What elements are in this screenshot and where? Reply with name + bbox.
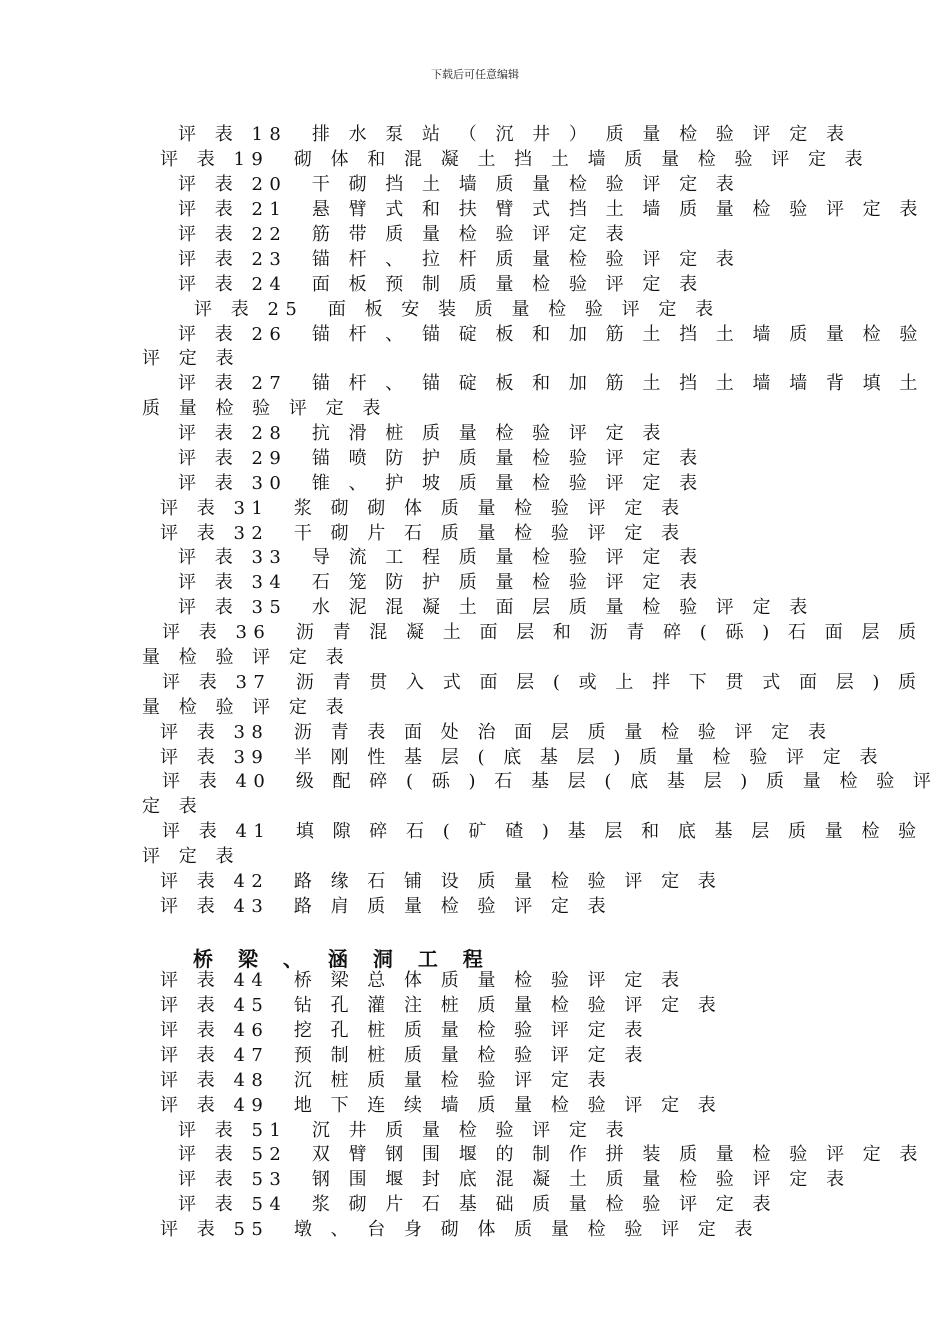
list-line: 评 表 45 钻 孔 灌 注 桩 质 量 检 验 评 定 表	[160, 995, 723, 1016]
list-line: 评 表 22 筋 带 质 量 检 验 评 定 表	[178, 224, 631, 245]
list-line: 评 表 55 墩 、 台 身 砌 体 质 量 检 验 评 定 表	[160, 1219, 760, 1240]
list-line: 评 表 38 沥 青 表 面 处 治 面 层 质 量 检 验 评 定 表	[160, 722, 833, 743]
list-line: 评 表 41 填 隙 碎 石 ( 矿 碴 ) 基 层 和 底 基 层 质 量 检 验	[162, 821, 923, 842]
list-line: 评 表 47 预 制 桩 质 量 检 验 评 定 表	[160, 1045, 649, 1066]
list-line: 评 表 29 锚 喷 防 护 质 量 检 验 评 定 表	[178, 448, 704, 469]
list-line: 评 表 23 锚 杆 、 拉 杆 质 量 检 验 评 定 表	[178, 249, 741, 270]
list-line: 评 表 33 导 流 工 程 质 量 检 验 评 定 表	[178, 547, 704, 568]
list-line: 定 表	[142, 796, 204, 817]
list-line: 评 定 表	[142, 846, 240, 867]
list-line: 评 表 20 干 砌 挡 土 墙 质 量 检 验 评 定 表	[178, 174, 741, 195]
section-heading: 桥 梁 、 涵 洞 工 程	[193, 947, 492, 971]
list-line: 评 表 52 双 臂 钢 围 堰 的 制 作 拼 装 质 量 检 验 评 定 表	[178, 1144, 924, 1165]
list-line: 评 表 30 锥 、 护 坡 质 量 检 验 评 定 表	[178, 473, 704, 494]
list-line: 评 表 54 浆 砌 片 石 基 础 质 量 检 验 评 定 表	[178, 1194, 778, 1215]
list-line: 量 检 验 评 定 表	[142, 647, 351, 668]
list-line: 评 表 42 路 缘 石 铺 设 质 量 检 验 评 定 表	[160, 871, 723, 892]
list-line: 评 表 28 抗 滑 桩 质 量 检 验 评 定 表	[178, 423, 667, 444]
list-line: 评 表 19 砌 体 和 混 凝 土 挡 土 墙 质 量 检 验 评 定 表	[160, 149, 870, 170]
list-line: 评 表 21 悬 臂 式 和 扶 臂 式 挡 土 墙 质 量 检 验 评 定 表	[178, 199, 924, 220]
list-line: 评 表 26 锚 杆 、 锚 碇 板 和 加 筋 土 挡 土 墙 质 量 检 验	[178, 324, 924, 345]
list-line: 评 表 48 沉 桩 质 量 检 验 评 定 表	[160, 1070, 613, 1091]
list-line: 评 表 32 干 砌 片 石 质 量 检 验 评 定 表	[160, 523, 686, 544]
list-line: 评 表 40 级 配 碎 ( 砾 ) 石 基 层 ( 底 基 层 ) 质 量 检 验 评	[162, 771, 938, 792]
list-line: 评 表 25 面 板 安 装 质 量 检 验 评 定 表	[194, 299, 720, 320]
list-line: 评 定 表	[142, 348, 240, 369]
list-line: 评 表 18 排 水 泵 站 （ 沉 井 ） 质 量 检 验 评 定 表	[178, 124, 851, 145]
list-line: 评 表 53 钢 围 堰 封 底 混 凝 土 质 量 检 验 评 定 表	[178, 1169, 851, 1190]
list-line: 评 表 27 锚 杆 、 锚 碇 板 和 加 筋 土 挡 土 墙 墙 背 填 土	[178, 373, 924, 394]
list-line: 评 表 36 沥 青 混 凝 土 面 层 和 沥 青 碎 ( 砾 ) 石 面 层 质	[162, 622, 923, 643]
list-line: 质 量 检 验 评 定 表	[142, 398, 387, 419]
list-line: 评 表 49 地 下 连 续 墙 质 量 检 验 评 定 表	[160, 1095, 723, 1116]
list-line: 评 表 39 半 刚 性 基 层 ( 底 基 层 ) 质 量 检 验 评 定 表	[160, 747, 884, 768]
list-line: 评 表 34 石 笼 防 护 质 量 检 验 评 定 表	[178, 572, 704, 593]
list-line: 评 表 35 水 泥 混 凝 土 面 层 质 量 检 验 评 定 表	[178, 597, 814, 618]
list-line: 评 表 24 面 板 预 制 质 量 检 验 评 定 表	[178, 274, 704, 295]
list-line: 评 表 43 路 肩 质 量 检 验 评 定 表	[160, 896, 613, 917]
page-header: 下载后可任意编辑	[431, 68, 519, 81]
list-line: 评 表 51 沉 井 质 量 检 验 评 定 表	[178, 1120, 631, 1141]
list-line: 量 检 验 评 定 表	[142, 697, 351, 718]
list-line: 评 表 44 桥 梁 总 体 质 量 检 验 评 定 表	[160, 970, 686, 991]
list-line: 评 表 31 浆 砌 砌 体 质 量 检 验 评 定 表	[160, 498, 686, 519]
list-line: 评 表 46 挖 孔 桩 质 量 检 验 评 定 表	[160, 1020, 649, 1041]
list-line: 评 表 37 沥 青 贯 入 式 面 层 ( 或 上 拌 下 贯 式 面 层 ) 质	[162, 672, 923, 693]
